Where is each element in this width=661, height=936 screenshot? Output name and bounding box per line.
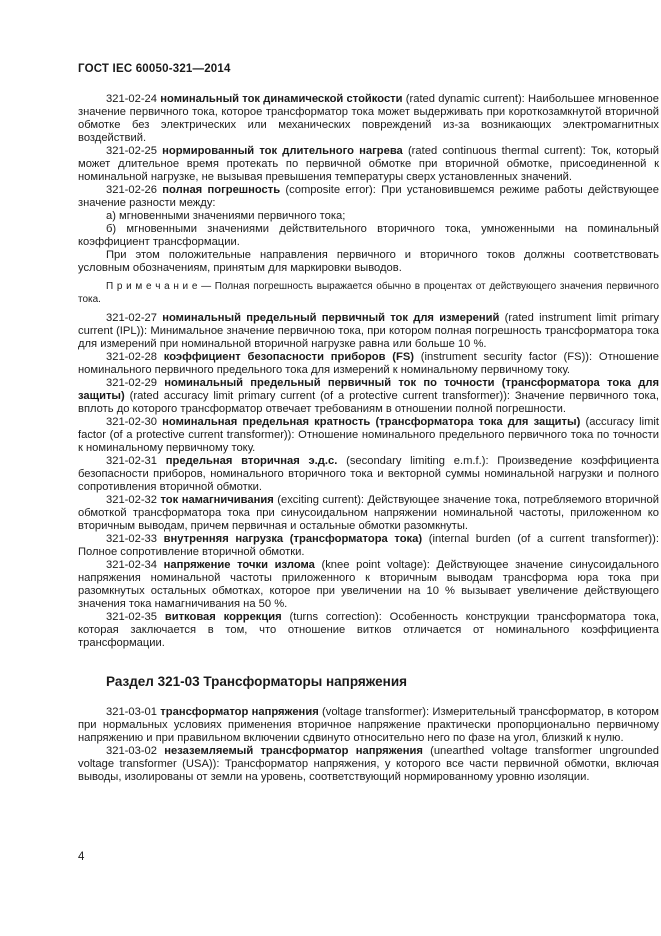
paragraph: [78, 611, 659, 650]
paragraph: [78, 210, 659, 223]
term-bold: внутренняя нагрузка (трансформатора тока): [163, 533, 423, 545]
standard-designation: ГОСТ IEC 60050-321—2014: [78, 63, 231, 75]
note-paragraph: [78, 281, 659, 306]
term-bold: напряжение точки излома: [163, 559, 315, 571]
body-text: 321-02-32: [106, 494, 161, 506]
paragraph: [78, 184, 659, 210]
paragraph: [78, 249, 659, 275]
term-bold: незаземляемый трансформатор напряжения: [164, 745, 423, 757]
body-text: 321-02-25: [106, 145, 163, 157]
body-text: (internal burden (of a current transformer)): Полное сопротивление вторичной обмотки.: [78, 533, 659, 558]
body-text: П р и м е ч а н и е — Полная погрешность выражается обычно в процентах от действующего значения первичного тока.: [78, 281, 659, 305]
term-bold: трансформатор напряжения: [160, 706, 319, 718]
body-text: (secondary limiting e.m.f.): Произведение коэффициента безопасности приборов, номинального вторичного тока и векторной суммы номинальной нагрузки и полного сопротивления вторичной обмотки.: [78, 455, 660, 493]
paragraph: [78, 706, 659, 745]
term-bold: номинальный предельный первичный ток по точности (трансформатора тока для защиты): [78, 377, 659, 402]
body-text: 321-03-02: [106, 745, 165, 757]
term-bold: витковая коррекция: [164, 611, 282, 623]
paragraph: [78, 416, 659, 455]
paragraph: [78, 223, 659, 249]
term-bold: коэффициент безопасности приборов (FS): [163, 351, 415, 363]
body-text: 321-02-34: [106, 559, 164, 571]
body-text: 321-02-29: [106, 377, 165, 389]
body-text: 321-02-27: [106, 312, 163, 324]
term-bold: предельная вторичная э.д.с.: [165, 455, 338, 467]
body-text: (rated dynamic current): Наибольшее мгновенное значение первичного тока, которое трансформатор тока может выдерживать при короткозамкнутой вторичной обмотке без электрических или механических повреждений из-за возникающих электромагнитных воздействий.: [78, 93, 659, 144]
body-text: 321-02-26: [106, 184, 163, 196]
body-text: 321-02-30: [106, 416, 163, 428]
body-text: (voltage transformer): Измерительный трансформатор, в котором при нормальных условиях применения вторичное напряжение практически пропорционально первичному напряжению и при правильном включении сдвинуто относительно него по фазе на угол, близкий к нулю.: [78, 706, 659, 744]
section-heading: Раздел 321-03 Трансформаторы напряжения: [106, 674, 408, 689]
body-text: 321-02-33: [106, 533, 164, 545]
body-text: 321-02-31: [106, 455, 166, 467]
body-text: а) мгновенными значениями первичного тока;: [106, 210, 346, 222]
term-bold: номинальная предельная кратность (трансформатора тока для защиты): [162, 416, 581, 428]
body-text: (unearthed voltage transformer ungrounded voltage transformer (USA)): Трансформатор напряжения, у которого все части первичной обмотки, включая выводы, изолированы от земли на уровень, соответствующий нормированному уровню изоляции.: [78, 745, 659, 783]
body-text: (rated continuous thermal current): Ток, который может длительное время протекать по первичной обмотке при вторичной обмотке, присоединенной к номинальной нагрузке, не вызывая превышения температуры сверх установленных значений.: [78, 145, 659, 183]
body-text: При этом положительные направления первичного и вторичного токов должны соответствовать условным обозначениям, принятым для маркировки выводов.: [78, 249, 659, 274]
body-text: 321-02-24: [106, 93, 161, 105]
paragraph: [78, 559, 659, 611]
term-bold: полная погрешность: [162, 184, 281, 196]
document-body: [78, 93, 659, 784]
body-text: (instrument security factor (FS)): Отношение номинального первичного предельного тока для измерений к номинальному первичному току.: [78, 351, 659, 376]
paragraph: [78, 351, 659, 377]
paragraph: [78, 494, 659, 533]
paragraph: [78, 745, 659, 784]
body-text: 321-02-28: [106, 351, 164, 363]
page-header: [78, 63, 231, 75]
body-text: (exciting current): Действующее значение тока, потребляемого вторичной обмоткой трансформатора тока при синусоидальном напряжении номинальной частоты, приложенном ко вторичным выводам, причем первичная и остальные обмотки разомкнуты.: [78, 494, 659, 532]
term-bold: номинальный предельный первичный ток для измерений: [162, 312, 500, 324]
paragraph: [78, 93, 659, 145]
body-text: (accuracy limit factor (of a protective current transformer)): Отношение номинального предельного первичного тока по точности к номинальному первичному току.: [78, 416, 659, 454]
term-bold: ток намагничивания: [160, 494, 274, 506]
page-number: 4: [78, 851, 85, 863]
body-text: б) мгновенными значениями действительного вторичного тока, умноженными на поминальный коэффициент трансформации.: [78, 223, 659, 248]
paragraph: [78, 145, 659, 184]
body-text: (composite error): При установившемся режиме работы действующее значение разности между:: [78, 184, 659, 209]
body-text: (turns correction): Особенность конструкции трансформатора тока, которая заключается в том, что отношение витков отличается от номинального коэффициента трансформации.: [78, 611, 659, 649]
paragraph: [78, 377, 659, 416]
paragraph: [78, 455, 659, 494]
body-text: 321-02-35: [106, 611, 165, 623]
body-text: (rated instrument limit primary current (IPL)): Минимальное значение первичною тока, при котором полная погрешность трансформатора тока для измерений при номинальной вторичной нагрузке равна или больше 10 %.: [78, 312, 659, 350]
body-text: 321-03-01: [106, 706, 161, 718]
body-text: (rated accuracy limit primary current (of a protective current transformer)): Значение первичного тока, вплоть до которого трансформатор отвечает требованиям в отношении полной погрешности.: [78, 390, 659, 415]
paragraph: [78, 312, 659, 351]
term-bold: нормированный ток длительного нагрева: [162, 145, 403, 157]
term-bold: номинальный ток динамической стойкости: [160, 93, 403, 105]
paragraph: [78, 533, 659, 559]
body-text: (knee point voltage): Действующее значение синусоидального напряжения номинальной частоты приложенного к вторичным выводам трансформа юра тока при разомкнутых остальных обмотках, которое при увеличении на 10 % вызывает увеличение действующего значения тока намагничивания на 50 %.: [78, 559, 659, 610]
